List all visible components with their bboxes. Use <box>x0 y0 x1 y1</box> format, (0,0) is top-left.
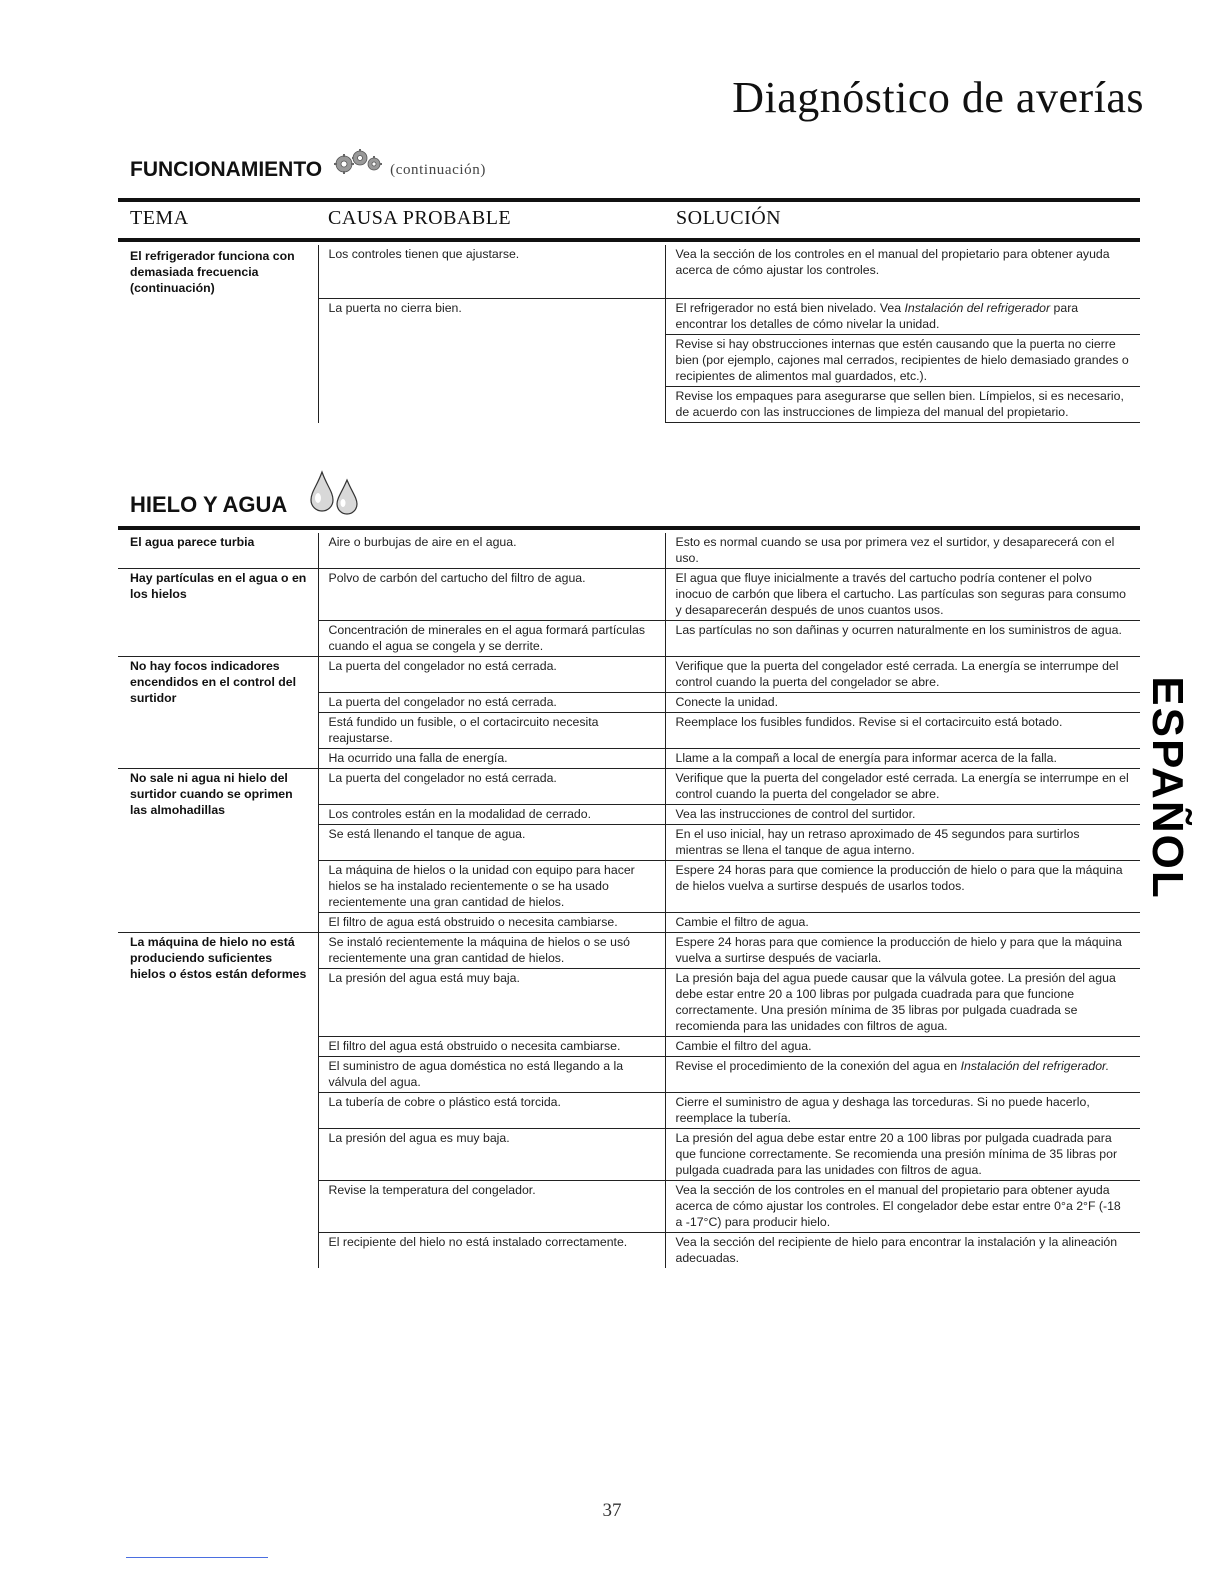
cause-cell: Ha ocurrido una falla de energía. <box>318 749 665 769</box>
column-header-solution: SOLUCIÓN <box>676 207 782 229</box>
topic-cell: La máquina de hielo no está produciendo suficientes hielos o éstos están deformes <box>118 933 318 1269</box>
solution-cell: Revise si hay obstrucciones internas que estén causando que la puerta no cierre bien (por ejemplo, cajones mal cerrados, recipientes de hielo demasiado grandes o recipientes de alimentos mal guardados, etc.). <box>665 335 1140 387</box>
cause-cell: Los controles tienen que ajustarse. <box>318 245 665 299</box>
column-header-cause: CAUSA PROBABLE <box>328 207 512 229</box>
cause-cell: Está fundido un fusible, o el cortacircuito necesita reajustarse. <box>318 713 665 749</box>
footer-rule <box>126 1557 268 1558</box>
solution-cell: Verifique que la puerta del congelador esté cerrada. La energía se interrumpe en el control cuando la puerta del congelador se abre. <box>665 769 1140 805</box>
solution-cell: El refrigerador no está bien nivelado. Vea Instalación del refrigerador para encontrar los detalles de cómo nivelar la unidad. <box>665 299 1140 335</box>
page-title: Diagnóstico de averías <box>732 73 1144 122</box>
cause-cell: La puerta del congelador no está cerrada. <box>318 657 665 693</box>
table-row <box>118 657 1140 693</box>
table-row <box>118 933 1140 969</box>
section-rule <box>118 526 1140 530</box>
cause-cell: El recipiente del hielo no está instalado correctamente. <box>318 1233 665 1269</box>
header-rule-top <box>118 198 1140 202</box>
solution-cell: Esto es normal cuando se usa por primera vez el surtidor, y desaparecerá con el uso. <box>675 535 1115 565</box>
cause-cell: Los controles están en la modalidad de cerrado. <box>318 805 665 825</box>
cause-cell: La puerta del congelador no está cerrada. <box>318 769 665 805</box>
solution-cell: Llame a la compañ a local de energía para informar acerca de la falla. <box>665 749 1140 769</box>
solution-cell: La presión baja del agua puede causar que la válvula gotee. La presión del agua debe estar entre 20 a 100 libras por pulgada cuadrada para que funcione correctamente. Una presión mínima de 35 libras por pulgada cuadrada se recomienda para las unidades con filtros de agua. <box>665 969 1140 1037</box>
column-header-topic: TEMA <box>130 207 189 229</box>
solution-cell: Cambie el filtro del agua. <box>665 1037 1140 1057</box>
cause-cell: El suministro de agua doméstica no está llegando a la válvula del agua. <box>318 1057 665 1093</box>
language-side-tab: ESPAÑOL <box>1143 676 1192 900</box>
solution-cell: Espere 24 horas para que comience la producción de hielo y para que la máquina vuelva a surtirse después de vaciarla. <box>665 933 1140 969</box>
table-row <box>118 245 1140 299</box>
cause-cell: La tubería de cobre o plástico está torcida. <box>318 1093 665 1129</box>
solution-cell: Vea la sección de los controles en el manual del propietario para obtener ayuda acerca de cómo ajustar los controles. El congelador debe estar entre 0°a 2°F (-18 a -17°C) para producir hielo. <box>665 1181 1140 1233</box>
continued-label: (continuación) <box>390 161 486 178</box>
troubleshooting-table-funcionamiento <box>118 245 1140 423</box>
cause-cell: La puerta no cierra bien. <box>318 299 665 423</box>
cause-cell: El filtro de agua está obstruido o necesita cambiarse. <box>318 913 665 933</box>
topic-cell: El agua parece turbia <box>118 533 318 569</box>
solution-cell: Las partículas no son dañinas y ocurren naturalmente en los suministros de agua. <box>665 621 1140 657</box>
cause-cell: La puerta del congelador no está cerrada. <box>318 693 665 713</box>
section-title: FUNCIONAMIENTO <box>130 158 323 181</box>
header-rule-bottom <box>118 238 1140 242</box>
solution-cell: Conecte la unidad. <box>665 693 1140 713</box>
cause-cell: Polvo de carbón del cartucho del filtro de agua. <box>318 569 665 621</box>
solution-cell: En el uso inicial, hay un retraso aproximado de 45 segundos para surtirlos mientras se llena el tanque de agua interno. <box>665 825 1140 861</box>
solution-cell: Espere 24 horas para que comience la producción de hielo o para que la máquina de hielos vuelva a surtirse después de usarlos todos. <box>665 861 1140 913</box>
cause-cell: La presión del agua es muy baja. <box>318 1129 665 1181</box>
topic-cell: No hay focos indicadores encendidos en el control del surtidor <box>118 657 318 769</box>
cause-cell: El filtro del agua está obstruido o necesita cambiarse. <box>318 1037 665 1057</box>
table-row <box>118 533 1140 569</box>
cause-cell: Se instaló recientemente la máquina de hielos o se usó recientemente una gran cantidad de hielos. <box>318 933 665 969</box>
table-row <box>118 769 1140 805</box>
water-drops-icon <box>307 468 367 521</box>
topic-cell: No sale ni agua ni hielo del surtidor cuando se oprimen las almohadillas <box>118 769 318 933</box>
page-number: 37 <box>602 1500 622 1521</box>
solution-cell: Verifique que la puerta del congelador esté cerrada. La energía se interrumpe del control cuando la puerta del congelador se abre. <box>665 657 1140 693</box>
solution-cell: Revise el procedimiento de la conexión del agua en Instalación del refrigerador. <box>665 1057 1140 1093</box>
cause-cell: Concentración de minerales en el agua formará partículas cuando el agua se congela y se derrite. <box>318 621 665 657</box>
cause-cell: La presión del agua está muy baja. <box>318 969 665 1037</box>
solution-cell: Vea las instrucciones de control del surtidor. <box>665 805 1140 825</box>
cause-cell: Se está llenando el tanque de agua. <box>318 825 665 861</box>
solution-cell: Cierre el suministro de agua y deshaga las torceduras. Si no puede hacerlo, reemplace la tubería. <box>665 1093 1140 1129</box>
section-title: HIELO Y AGUA <box>130 491 288 517</box>
solution-cell: Reemplace los fusibles fundidos. Revise si el cortacircuito está botado. <box>665 713 1140 749</box>
solution-cell: El agua que fluye inicialmente a través del cartucho podría contener el polvo inocuo de carbón que libera el cartucho. Las partículas son seguras para consumo y desaparecerán después de unos cuantos usos. <box>665 569 1140 621</box>
section-header-funcionamiento <box>130 158 486 182</box>
cause-cell: La máquina de hielos o la unidad con equipo para hacer hielos se ha instalado recientemente o se ha usado recientemente una gran cantidad de hielos. <box>318 861 665 913</box>
solution-cell: Revise los empaques para asegurarse que sellen bien. Límpielos, si es necesario, de acuerdo con las instrucciones de limpieza del manual del propietario. <box>665 387 1140 423</box>
cause-cell: Aire o burbujas de aire en el agua. <box>318 533 665 569</box>
section-header-hielo-agua <box>130 488 367 521</box>
solution-cell: Vea la sección del recipiente de hielo para encontrar la instalación y la alineación adecuadas. <box>665 1233 1140 1269</box>
gears-icon <box>330 146 384 181</box>
topic-cell: Hay partículas en el agua o en los hielos <box>118 569 318 657</box>
solution-cell: La presión del agua debe estar entre 20 a 100 libras por pulgada cuadrada para que funcione correctamente. Se recomienda una presión mínima de 35 libras por pulgada cuadrada para las unidades con filtros de agua. <box>665 1129 1140 1181</box>
table-row <box>118 569 1140 621</box>
topic-cell: El refrigerador funciona con demasiada frecuencia (continuación) <box>118 245 318 423</box>
cause-cell: Revise la temperatura del congelador. <box>318 1181 665 1233</box>
troubleshooting-table-hielo-agua <box>118 533 1140 1268</box>
solution-cell: Vea la sección de los controles en el manual del propietario para obtener ayuda acerca de cómo ajustar los controles. <box>675 247 1110 277</box>
solution-cell: Cambie el filtro de agua. <box>665 913 1140 933</box>
